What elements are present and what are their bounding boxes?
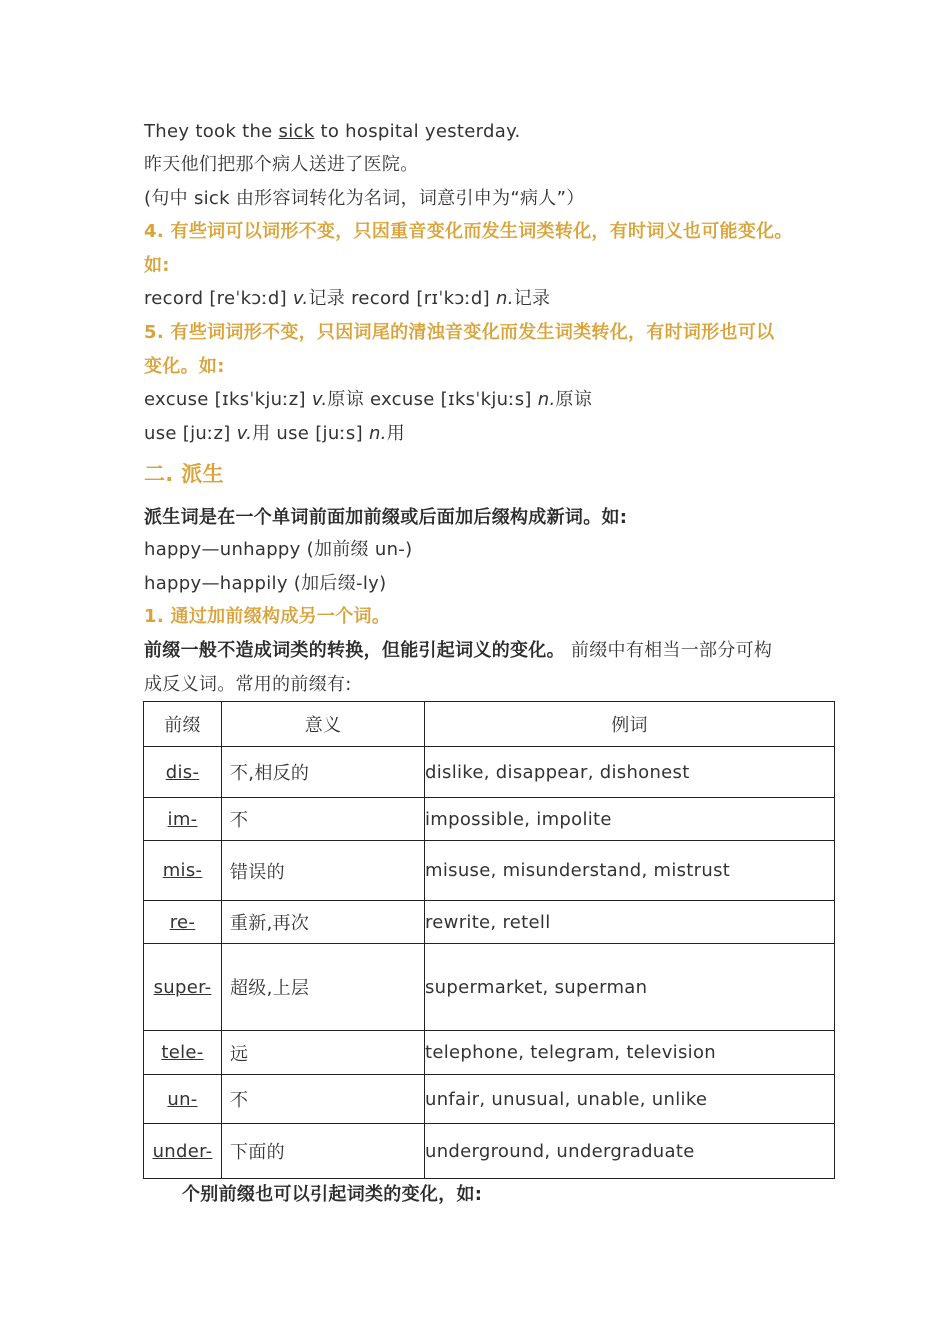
prefix-description-line2: 成反义词。常用的前缀有: — [144, 674, 352, 695]
examples-cell: impossible, impolite — [425, 798, 835, 841]
rule5-title-line2: 变化。如: — [144, 356, 225, 377]
examples-cell: misuse, misunderstand, mistrust — [425, 841, 835, 901]
examples-cell: supermarket, superman — [425, 944, 835, 1031]
prefix-table — [143, 701, 835, 1179]
examples-cell: underground, undergraduate — [425, 1124, 835, 1179]
sentence-note: (句中 sick 由形容词转化为名词，词意引申为“病人”） — [144, 188, 585, 209]
prefix-cell: tele- — [161, 1042, 204, 1063]
prefix-subheading: 1. 通过加前缀构成另一个词。 — [144, 606, 391, 627]
rule4-ru: 如: — [144, 255, 170, 276]
examples-cell: rewrite, retell — [425, 901, 835, 944]
header-examples: 例词 — [425, 702, 835, 747]
word-sick: sick — [278, 121, 315, 142]
examples-cell: unfair, unusual, unable, unlike — [425, 1075, 835, 1124]
derivation-intro: 派生词是在一个单词前面加前缀或后面加后缀构成新词。如: — [144, 507, 628, 528]
meaning-cell: 不,相反的 — [222, 747, 425, 798]
prefix-cell: dis- — [165, 761, 200, 783]
prefix-cell: im- — [167, 808, 198, 830]
meaning-cell: 不 — [222, 798, 425, 841]
table-row — [144, 901, 835, 944]
meaning-cell: 错误的 — [222, 841, 425, 901]
derivation-example-1: happy—unhappy (加前缀 un-) — [144, 539, 413, 560]
table-row — [144, 1075, 835, 1124]
prefix-cell: un- — [167, 1088, 198, 1110]
footer-note: 个别前缀也可以引起词类的变化，如: — [182, 1184, 483, 1205]
meaning-cell: 不 — [222, 1075, 425, 1124]
prefix-cell: under- — [152, 1140, 213, 1162]
prefix-cell: re- — [169, 911, 196, 933]
table-row — [144, 1031, 835, 1075]
rule5-title-line1: 5. 有些词词形不变，只因词尾的清浊音变化而发生词类转化，有时词形也可以 — [144, 322, 775, 343]
meaning-cell: 远 — [222, 1031, 425, 1075]
rule4-example: record [reˈkɔːd] v.记录 record [rɪˈkɔːd] n.记录 — [144, 288, 551, 309]
meaning-cell: 重新,再次 — [222, 901, 425, 944]
rule5-example-excuse: excuse [ɪksˈkjuːz] v.原谅 excuse [ɪksˈkjuːs] n.原谅 — [144, 389, 593, 410]
prefix-cell: mis- — [162, 860, 203, 881]
prefix-description-line1: 前缀一般不造成词类的转换，但能引起词义的变化。 前缀中有相当一部分可构 — [144, 640, 773, 661]
sentence-english: They took the sick to hospital yesterday. — [144, 121, 521, 142]
table-header-row — [144, 702, 835, 747]
table-row — [144, 747, 835, 798]
table-row — [144, 841, 835, 901]
rule4-title: 4. 有些词可以词形不变，只因重音变化而发生词类转化，有时词义也可能变化。 — [144, 221, 793, 242]
table-row — [144, 944, 835, 1031]
header-prefix: 前缀 — [144, 702, 222, 747]
examples-cell: telephone, telegram, television — [425, 1031, 835, 1075]
prefix-cell: super- — [153, 976, 212, 998]
rule5-example-use: use [juːz] v.用 use [juːs] n.用 — [144, 423, 405, 444]
derivation-example-2: happy—happily (加后缀-ly) — [144, 573, 387, 594]
section-heading-derivation: 二. 派生 — [144, 462, 224, 486]
meaning-cell: 超级,上层 — [222, 944, 425, 1031]
table-row — [144, 1124, 835, 1179]
examples-cell: dislike, disappear, dishonest — [425, 747, 835, 798]
table-row — [144, 798, 835, 841]
header-meaning: 意义 — [222, 702, 425, 747]
meaning-cell: 下面的 — [222, 1124, 425, 1179]
sentence-chinese: 昨天他们把那个病人送进了医院。 — [144, 154, 419, 175]
